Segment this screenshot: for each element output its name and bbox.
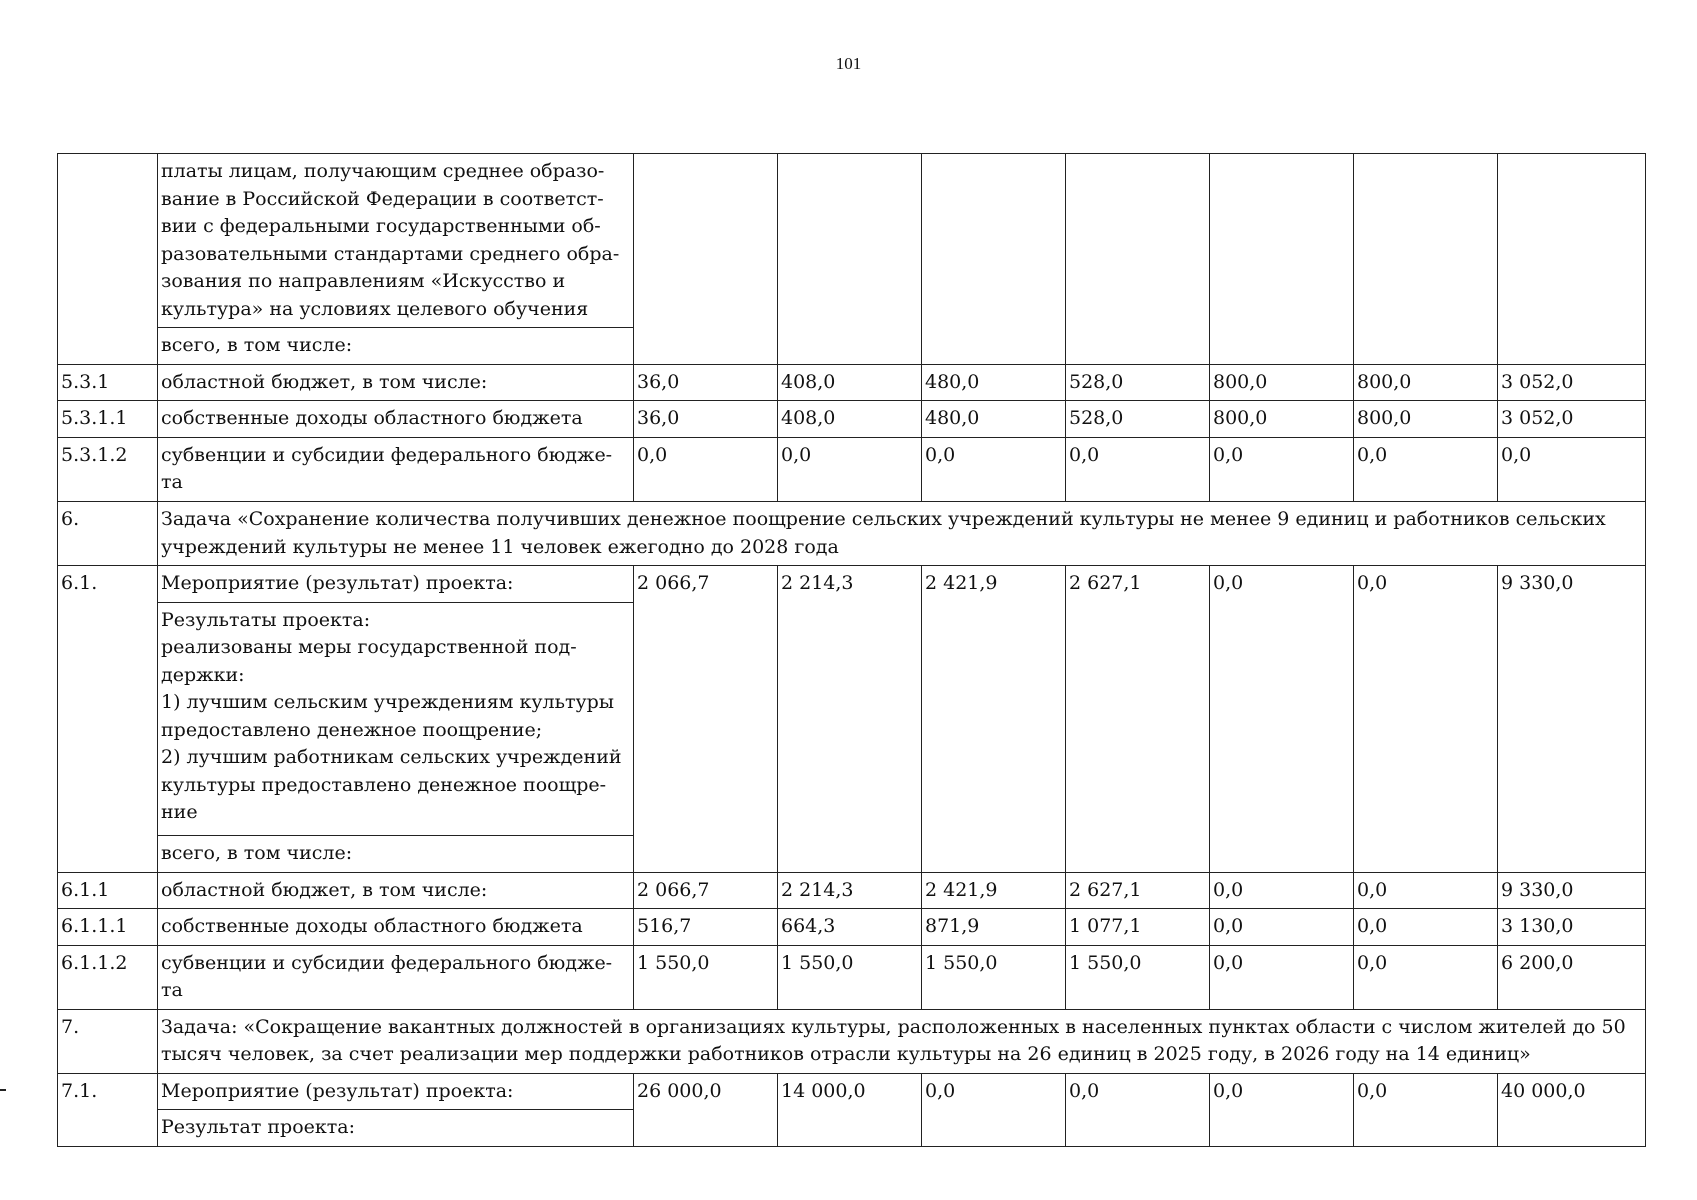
value-cell: 0,0 xyxy=(1210,909,1354,946)
value-cell: 800,0 xyxy=(1210,364,1354,401)
value-cell: 516,7 xyxy=(634,909,778,946)
table-row xyxy=(58,364,1646,401)
value-cell: 0,0 xyxy=(1210,945,1354,1009)
value-cell: 26 000,0 xyxy=(634,1073,778,1146)
value-cell: 14 000,0 xyxy=(778,1073,922,1146)
total-cell: 9 330,0 xyxy=(1498,566,1646,872)
row-description: субвенции и субсидии федерального бюдже-та xyxy=(158,945,634,1009)
row-number: 5.3.1.1 xyxy=(58,401,158,438)
table-row-event xyxy=(58,566,1646,872)
value-cell: 2 421,9 xyxy=(922,872,1066,909)
value-cell: 2 066,7 xyxy=(634,872,778,909)
value-cell: 480,0 xyxy=(922,364,1066,401)
row-number: 6.1.1.1 xyxy=(58,909,158,946)
value-cell: 0,0 xyxy=(1210,872,1354,909)
row-description: субвенции и субсидии федерального бюдже-та xyxy=(158,437,634,501)
value-cell: 1 550,0 xyxy=(778,945,922,1009)
value-cell xyxy=(1354,154,1498,365)
table-row xyxy=(58,401,1646,438)
row-number: 6. xyxy=(58,502,158,566)
total-cell: 3 052,0 xyxy=(1498,401,1646,438)
value-cell: 0,0 xyxy=(1354,872,1498,909)
value-cell: 36,0 xyxy=(634,401,778,438)
value-cell: 1 550,0 xyxy=(634,945,778,1009)
table-row xyxy=(58,945,1646,1009)
task-row xyxy=(58,502,1646,566)
value-cell: 2 066,7 xyxy=(634,566,778,872)
margin-mark xyxy=(0,1089,6,1091)
value-cell: 0,0 xyxy=(1354,437,1498,501)
value-cell xyxy=(1498,154,1646,365)
value-cell: 0,0 xyxy=(1354,909,1498,946)
value-cell: 800,0 xyxy=(1354,364,1498,401)
value-cell: 2 214,3 xyxy=(778,566,922,872)
page-number: 101 xyxy=(835,54,862,73)
value-cell: 0,0 xyxy=(1066,437,1210,501)
value-cell: 800,0 xyxy=(1354,401,1498,438)
budget-table xyxy=(57,153,1646,1147)
total-cell: 6 200,0 xyxy=(1498,945,1646,1009)
value-cell: 36,0 xyxy=(634,364,778,401)
value-cell: 0,0 xyxy=(922,1073,1066,1146)
row-description: собственные доходы областного бюджета xyxy=(158,401,634,438)
value-cell: 1 550,0 xyxy=(1066,945,1210,1009)
result-label: Результат проекта: xyxy=(158,1109,633,1146)
table-row xyxy=(58,872,1646,909)
value-cell: 408,0 xyxy=(778,401,922,438)
event-label: Мероприятие (результат) проекта: xyxy=(161,572,514,595)
row-description: областной бюджет, в том числе: xyxy=(158,364,634,401)
value-cell xyxy=(1066,154,1210,365)
value-cell: 0,0 xyxy=(1210,437,1354,501)
value-cell xyxy=(922,154,1066,365)
row-number: 7. xyxy=(58,1009,158,1073)
value-cell: 1 550,0 xyxy=(922,945,1066,1009)
total-cell: 3 052,0 xyxy=(1498,364,1646,401)
value-cell: 800,0 xyxy=(1210,401,1354,438)
row-number: 6.1.1.2 xyxy=(58,945,158,1009)
total-cell: 9 330,0 xyxy=(1498,872,1646,909)
results-block xyxy=(158,602,633,831)
value-cell: 0,0 xyxy=(1354,945,1498,1009)
table-row-continuation xyxy=(58,154,1646,365)
table-row-event xyxy=(58,1073,1646,1146)
value-cell: 480,0 xyxy=(922,401,1066,438)
event-label: Мероприятие (результат) проекта: xyxy=(161,1079,514,1102)
value-cell: 0,0 xyxy=(1210,566,1354,872)
value-cell: 0,0 xyxy=(1354,1073,1498,1146)
total-cell: 40 000,0 xyxy=(1498,1073,1646,1146)
total-cell: 0,0 xyxy=(1498,437,1646,501)
value-cell: 1 077,1 xyxy=(1066,909,1210,946)
measure-description: платы лицам, получающим среднее образо-вание в Российской Федерации в соответст-вии с федеральными государственными об-разовательными стандартами среднего обра-зования по направлениям «Искусство и культура» на условиях целевого обучения xyxy=(161,160,620,320)
row-number: 5.3.1 xyxy=(58,364,158,401)
value-cell: 2 627,1 xyxy=(1066,566,1210,872)
value-cell xyxy=(1210,154,1354,365)
value-cell: 408,0 xyxy=(778,364,922,401)
value-cell: 871,9 xyxy=(922,909,1066,946)
table-row xyxy=(58,909,1646,946)
value-cell xyxy=(634,154,778,365)
value-cell: 0,0 xyxy=(1210,1073,1354,1146)
value-cell: 664,3 xyxy=(778,909,922,946)
table-row xyxy=(58,437,1646,501)
value-cell: 2 214,3 xyxy=(778,872,922,909)
task-description: Задача «Сохранение количества получивших денежное поощрение сельских учреждений культуры не менее 9 единиц и работников сельских учреждений культуры не менее 11 человек ежегодно до 2028 года xyxy=(158,502,1646,566)
value-cell: 0,0 xyxy=(778,437,922,501)
value-cell: 0,0 xyxy=(1354,566,1498,872)
task-row xyxy=(58,1009,1646,1073)
value-cell: 528,0 xyxy=(1066,401,1210,438)
description-cell xyxy=(158,566,634,872)
results-item: 1) лучшим сельским учреждениям культуры предоставлено денежное поощрение; xyxy=(161,691,614,741)
value-cell: 528,0 xyxy=(1066,364,1210,401)
row-description: собственные доходы областного бюджета xyxy=(158,909,634,946)
value-cell: 0,0 xyxy=(922,437,1066,501)
total-cell: 3 130,0 xyxy=(1498,909,1646,946)
value-cell: 0,0 xyxy=(634,437,778,501)
row-number-cell xyxy=(58,154,158,365)
row-number: 6.1.1 xyxy=(58,872,158,909)
results-text: реализованы меры государственной под-держки: xyxy=(161,636,577,686)
value-cell xyxy=(778,154,922,365)
results-title: Результаты проекта: xyxy=(161,608,371,631)
total-label: всего, в том числе: xyxy=(158,835,633,872)
task-description: Задача: «Сокращение вакантных должностей в организациях культуры, расположенных в населенных пунктах области с числом жителей до 50 тысяч человек, за счет реализации мер поддержки работников отрасли культуры на 26 единиц в 2025 году, в 2026 году на 14 единиц» xyxy=(158,1009,1646,1073)
value-cell: 0,0 xyxy=(1066,1073,1210,1146)
description-cell xyxy=(158,1073,634,1146)
total-label: всего, в том числе: xyxy=(158,327,633,364)
description-cell xyxy=(158,154,634,365)
value-cell: 2 421,9 xyxy=(922,566,1066,872)
row-number: 5.3.1.2 xyxy=(58,437,158,501)
row-number: 6.1. xyxy=(58,566,158,872)
value-cell: 2 627,1 xyxy=(1066,872,1210,909)
row-description: областной бюджет, в том числе: xyxy=(158,872,634,909)
row-number: 7.1. xyxy=(58,1073,158,1146)
results-item: 2) лучшим работникам сельских учреждений культуры предоставлено денежное поощре-ние xyxy=(161,746,622,824)
